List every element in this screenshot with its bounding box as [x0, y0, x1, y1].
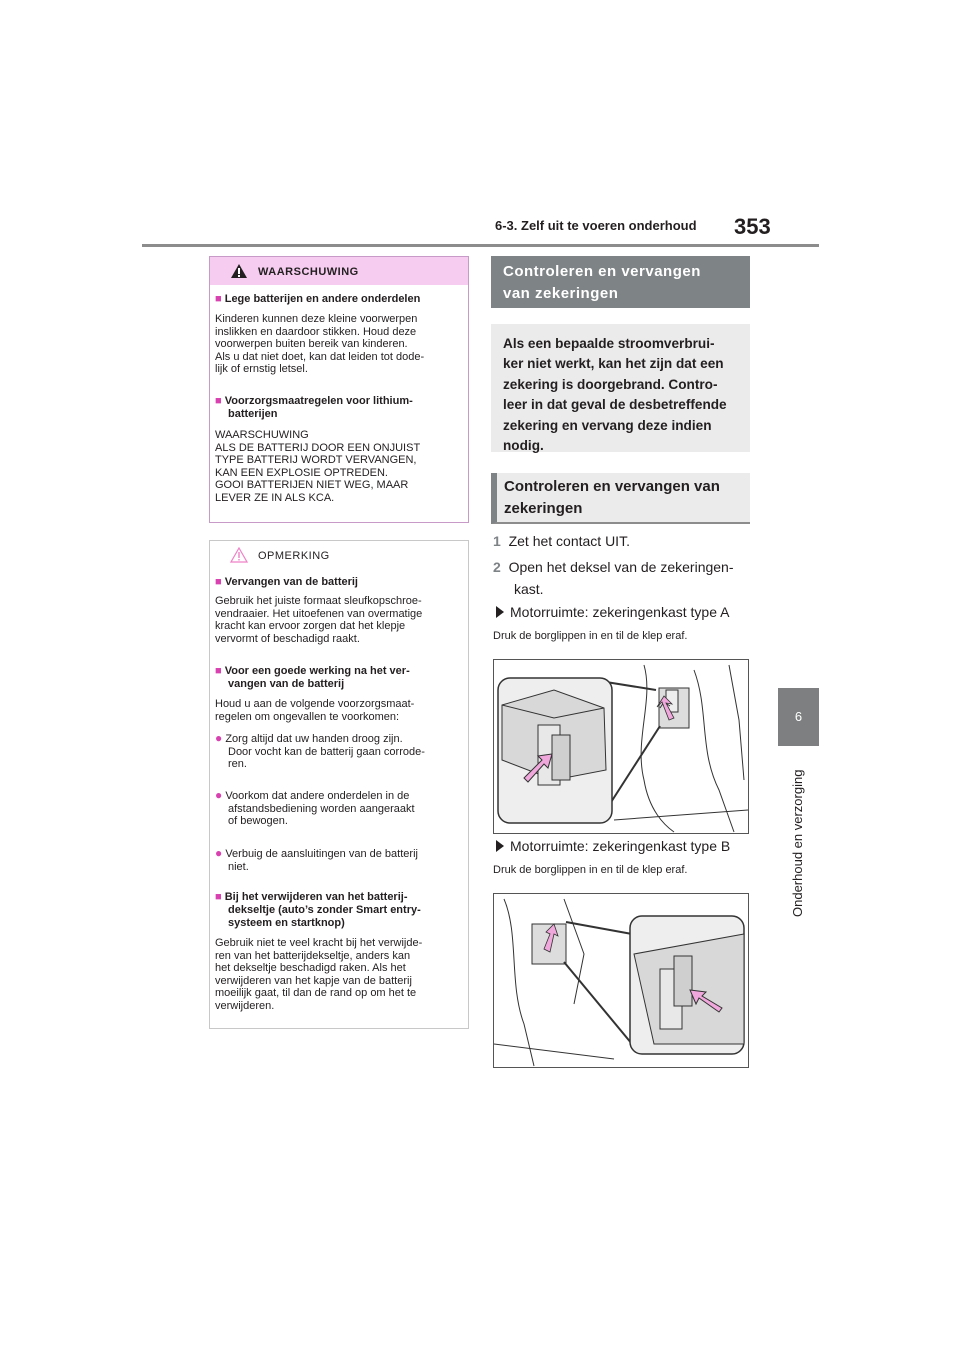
note-item-text: Gebruik het juiste formaat sleufkopschroe- vendraaier. Het uitoefenen van overmatige kracht kan ervoor zorgen dat het klepje vervormt of beschadigd raakt. [215, 595, 423, 645]
step-number: 1 [493, 533, 501, 549]
list-item: ● Verbuig de aansluitingen van de batterij niet. [215, 846, 418, 873]
type-b-label: Motorruimte: zekeringenkast type B [496, 838, 730, 854]
circle-bullet-icon: ● [215, 846, 223, 860]
section-heading: 6-3. Zelf uit te voeren onderhoud [495, 218, 697, 233]
section-title-bar [491, 256, 750, 308]
square-bullet-icon: ■ [215, 665, 222, 677]
triangle-right-icon [496, 606, 504, 618]
chapter-title [790, 757, 810, 917]
step-1 [493, 530, 630, 552]
fuse-box-type-b-drawing [494, 894, 748, 1067]
caution-triangle-icon [230, 547, 248, 563]
warning-item-heading: ■ Lege batterijen en andere onderdelen [215, 293, 421, 305]
warning-header [210, 257, 468, 285]
warning-title: WAARSCHUWING [258, 266, 359, 278]
step-text: Zet het contact UIT. [508, 533, 630, 549]
section-title: Controleren en vervangen van zekeringen [503, 263, 701, 302]
note-item-text: Houd u aan de volgende voorzorgsmaat- regelen om ongevallen te voorkomen: [215, 698, 415, 723]
note-item-text: Gebruik niet te veel kracht bij het verwijde- ren van het batterijdekseltje, anders kan het dekseltje beschadigd raken. Als het verwijderen van het kapje van de batterij moeilijk gaat, til dan de rand op om het te verwijderen. [215, 937, 423, 1012]
note-item-heading: ■ Voor een goede werking na het ver- vangen van de batterij [215, 665, 410, 690]
circle-bullet-icon: ● [215, 731, 223, 745]
fuse-box-type-a-illustration [493, 659, 749, 834]
square-bullet-icon: ■ [215, 891, 222, 903]
warning-item-text: Kinderen kunnen deze kleine voorwerpen inslikken en daardoor stikken. Houd deze voorwerpen buiten bereik van kinderen. Als u dat niet doet, kan dat leiden tot dode- lijk of ernstig letsel. [215, 313, 425, 376]
note-item-heading: ■ Bij het verwijderen van het batterij- dekseltje (auto’s zonder Smart entry- systeem en startknop) [215, 891, 421, 929]
note-header [210, 541, 468, 569]
header-rule [142, 244, 819, 247]
triangle-right-icon [496, 840, 504, 852]
warning-triangle-icon [230, 263, 248, 279]
type-b-caption: Druk de borglippen in en til de klep eraf. [493, 864, 688, 876]
note-item-heading: ■ Vervangen van de batterij [215, 576, 358, 588]
circle-bullet-icon: ● [215, 788, 223, 802]
list-item: ● Voorkom dat andere onderdelen in de afstandsbediening worden aangeraakt of bewogen. [215, 788, 415, 828]
intro-text: Als een bepaalde stroomverbrui- ker niet werkt, kan het zijn dat een zekering is doorgebrand. Contro- leer in dat geval de desbetreffende zekering en vervang deze indien nodig. [503, 336, 727, 454]
list-item: ● Zorg altijd dat uw handen droog zijn. Door vocht kan de batterij gaan corrode- ren. [215, 731, 425, 771]
subsection-title: Controleren en vervangen van zekeringen [504, 478, 720, 517]
step-text-cont: kast. [514, 581, 544, 597]
square-bullet-icon: ■ [215, 293, 222, 305]
fuse-box-type-b-illustration [493, 893, 749, 1068]
type-a-caption: Druk de borglippen in en til de klep eraf. [493, 630, 688, 642]
type-a-label: Motorruimte: zekeringenkast type A [496, 604, 729, 620]
step-2 [493, 556, 734, 600]
warning-item-heading: ■ Voorzorgsmaatregelen voor lithium- batterijen [215, 395, 413, 420]
page-number: 353 [734, 214, 771, 239]
subsection-title-bar [491, 473, 750, 524]
square-bullet-icon: ■ [215, 576, 222, 588]
warning-item-text: WAARSCHUWING ALS DE BATTERIJ DOOR EEN ONJUIST TYPE BATTERIJ WORDT VERVANGEN, KAN EEN EXPLOSIE OPTREDEN. GOOI BATTERIJEN NIET WEG, MAAR LEVER ZE IN ALS KCA. [215, 429, 421, 504]
note-title: OPMERKING [258, 550, 330, 562]
fuse-box-type-a-drawing [494, 660, 748, 833]
note-box [209, 540, 469, 1029]
chapter-tab[interactable]: 6 [778, 688, 819, 746]
step-text: Open het deksel van de zekeringen- [508, 559, 734, 575]
step-number: 2 [493, 559, 501, 575]
warning-box [209, 256, 469, 523]
square-bullet-icon: ■ [215, 395, 222, 407]
intro-box [491, 324, 750, 452]
chapter-title-text: Onderhoud en verzorging [790, 769, 805, 917]
